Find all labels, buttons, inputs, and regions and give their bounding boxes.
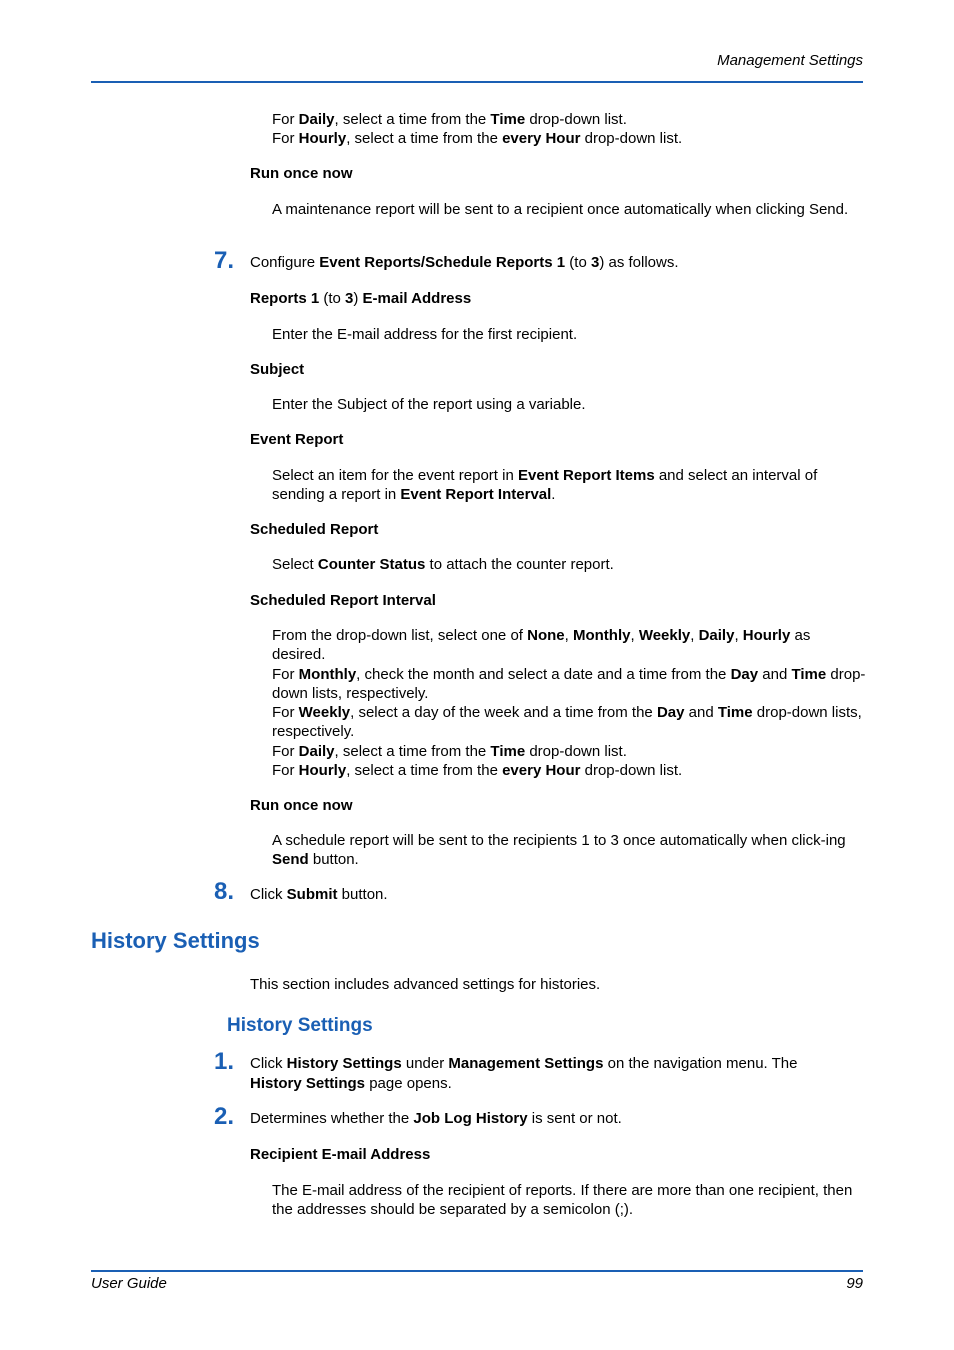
daily-line-2: For Daily, select a time from the Time drop-down list. xyxy=(272,742,627,760)
subject-text: Enter the Subject of the report using a variable. xyxy=(272,396,586,413)
monthly-line: For Monthly, check the month and select a date and a time from the Day and Time drop-down lists, respectively. xyxy=(272,665,866,702)
daily-line: For Daily, select a time from the Time drop-down list. xyxy=(272,111,627,128)
page-header-title: Management Settings xyxy=(717,52,863,69)
subject-label: Subject xyxy=(250,361,305,378)
hourly-line: For Hourly, select a time from the every Hour drop-down list. xyxy=(272,130,683,148)
hourly-line-2: For Hourly, select a time from the every Hour drop-down list. xyxy=(272,762,683,780)
history-settings-heading: History Settings xyxy=(91,928,260,953)
footer-rule xyxy=(91,1270,863,1272)
step-number-8: 8. xyxy=(214,878,235,905)
history-intro: This section includes advanced settings for histories. xyxy=(250,976,601,993)
step-8-text: Click Submit button. xyxy=(250,886,388,903)
scheduled-report-label: Scheduled Report xyxy=(250,521,379,538)
footer-doc-title: User Guide xyxy=(91,1275,167,1292)
interval-options-line: From the drop-down list, select one of None, Monthly, Weekly, Daily, Hourly as desired. xyxy=(272,627,811,664)
step-number-7: 7. xyxy=(214,247,235,274)
history-step-1-text: Click History Settings under Management Settings on the navigation menu. The History Settings page opens. xyxy=(250,1055,798,1092)
weekly-line: For Weekly, select a day of the week and a time from the Day and Time drop-down lists, respectively. xyxy=(272,704,862,741)
reports-email-text: Enter the E-mail address for the first recipient. xyxy=(272,326,578,343)
step-7-text: Configure Event Reports/Schedule Reports 1 (to 3) as follows. xyxy=(250,254,679,271)
header-rule xyxy=(91,81,863,83)
run-once-now-text: A maintenance report will be sent to a recipient once automatically when clicking Send. xyxy=(272,201,849,218)
run-once-now-label-2: Run once now xyxy=(250,797,353,814)
history-step-number-2: 2. xyxy=(214,1103,235,1130)
event-report-text: Select an item for the event report in Event Report Items and select an interval of sending a report in Event Report Interval. xyxy=(272,467,818,504)
recipient-email-text: The E-mail address of the recipient of reports. If there are more than one recipient, then the addresses should be separated by a semicolon (;). xyxy=(272,1182,853,1219)
run-once-now-label: Run once now xyxy=(250,165,353,182)
recipient-email-label: Recipient E-mail Address xyxy=(250,1146,431,1163)
scheduled-report-text: Select Counter Status to attach the counter report. xyxy=(272,556,614,573)
scheduled-report-interval-text xyxy=(272,626,866,780)
event-report-label: Event Report xyxy=(250,431,344,448)
history-settings-subheading: History Settings xyxy=(227,1015,373,1036)
run-once-now-text-2: A schedule report will be sent to the recipients 1 to 3 once automatically when click-ing Send button. xyxy=(272,832,846,869)
hourly-daily-instructions xyxy=(272,110,866,149)
scheduled-report-interval-label: Scheduled Report Interval xyxy=(250,592,436,609)
history-step-number-1: 1. xyxy=(214,1048,235,1075)
reports-email-label: Reports 1 (to 3) E-mail Address xyxy=(250,290,472,307)
page-number: 99 xyxy=(846,1275,863,1292)
history-step-2-text: Determines whether the Job Log History is sent or not. xyxy=(250,1110,622,1127)
